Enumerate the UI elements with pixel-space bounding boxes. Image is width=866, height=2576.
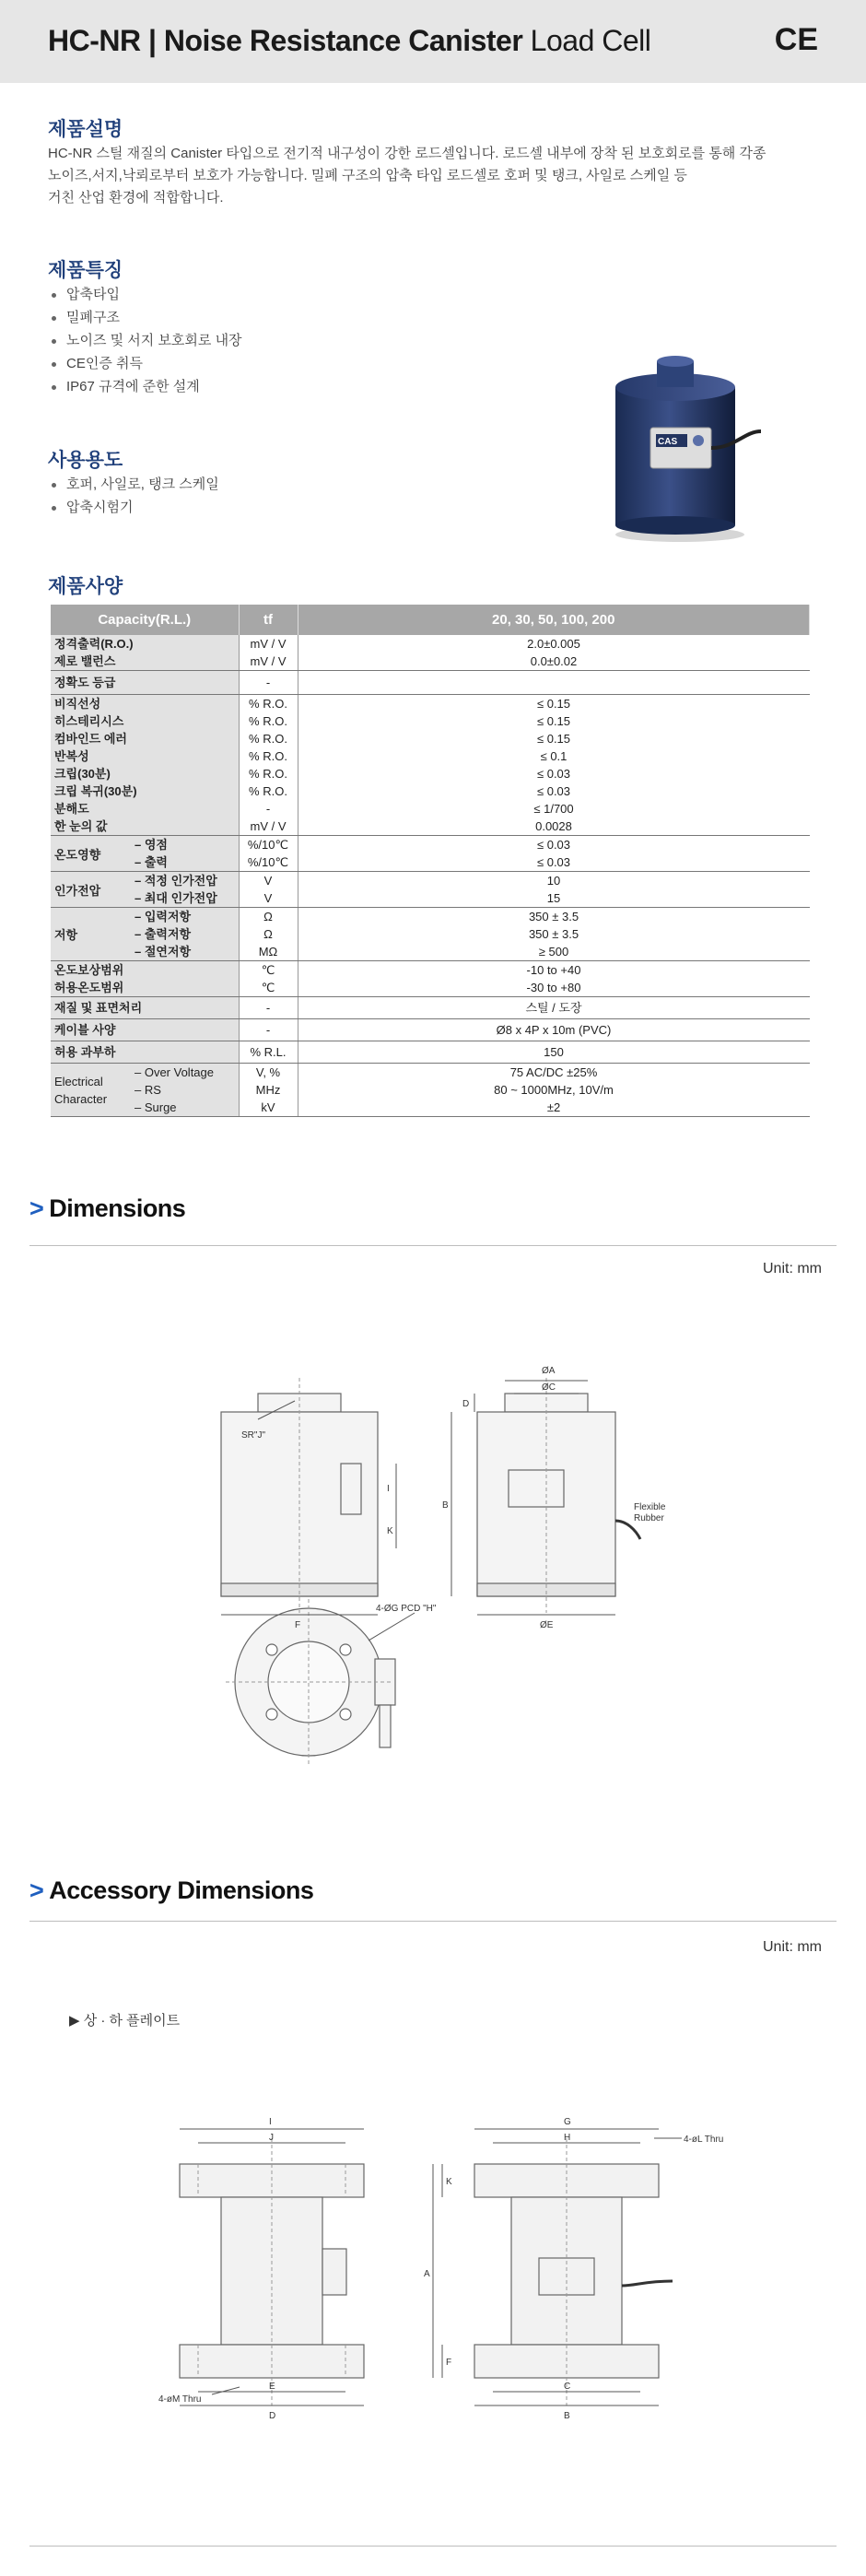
usage-title: 사용용도	[48, 450, 123, 471]
unit-header: tf	[239, 605, 298, 635]
table-row: 정격출력(R.O.) 제로 밸런스 mV / V mV / V 2.0±0.005 0.0±0.02	[51, 635, 810, 671]
acc-label-i: I	[269, 2117, 272, 2127]
dim-label-k: K	[387, 1526, 393, 1536]
acc-label-l-thru: 4-øL Thru	[684, 2135, 724, 2145]
ce-mark: CE	[774, 22, 818, 57]
dim-label-d: D	[462, 1399, 470, 1409]
accessory-divider	[29, 1921, 837, 1922]
specs-title: 제품사양	[48, 576, 123, 597]
capacity-header: Capacity(R.L.)	[51, 605, 239, 635]
table-row: 온도영향 – 영점 – 출력 %/10℃ %/10℃ ≤ 0.03 ≤ 0.03	[51, 836, 810, 872]
dimensions-drawing	[184, 1355, 682, 1788]
acc-label-f: F	[446, 2358, 452, 2368]
table-row: 저항 – 입력저항 – 출력저항 – 절연저항 Ω Ω MΩ 350 ± 3.5 350 ± 3.5 ≥ 500	[51, 908, 810, 961]
list-item: CE인증 취득	[48, 352, 242, 375]
table-row: 허용 과부하 % R.L. 150	[51, 1041, 810, 1064]
acc-label-g: G	[564, 2117, 571, 2127]
dim-label-rubber: Rubber	[634, 1513, 664, 1523]
accessory-unit-note: Unit: mm	[763, 1939, 822, 1955]
table-row: Electrical Character – Over Voltage – RS – Surge V, % MHz kV 75 AC/DC ±25% 80 ~ 1000MHz, 10V/m ±2	[51, 1064, 810, 1117]
acc-label-m-thru: 4-øM Thru	[158, 2394, 202, 2405]
list-item: 호퍼, 사일로, 탱크 스케일	[48, 473, 219, 496]
list-item: 밀폐구조	[48, 306, 242, 329]
table-row: 재질 및 표면처리 - 스틸 / 도장	[51, 997, 810, 1019]
dim-label-i: I	[387, 1484, 390, 1494]
table-row: 인가전압 – 적정 인가전압 – 최대 인가전압 V V 10 15	[51, 872, 810, 908]
dim-label-sr-j: SR"J"	[241, 1430, 265, 1441]
acc-label-j: J	[269, 2133, 274, 2143]
accessory-heading: > Accessory Dimensions	[29, 1876, 314, 1904]
list-item: IP67 규격에 준한 설계	[48, 375, 242, 398]
product-image	[597, 350, 763, 544]
table-row: 온도보상범위 허용온도범위 ℃ ℃ -10 to +40 -30 to +80	[51, 961, 810, 997]
list-item: 노이즈 및 서지 보호회로 내장	[48, 329, 242, 352]
specs-table	[51, 605, 810, 1117]
page-header	[0, 0, 866, 83]
dimensions-divider	[29, 1245, 837, 1246]
table-header-row	[51, 605, 810, 635]
product-title: HC-NR | Noise Resistance Canister Load Cell	[48, 24, 651, 57]
product-brand-label: CAS	[658, 437, 678, 447]
plate-label: ▶ 상 · 하 플레이트	[69, 2013, 181, 2029]
acc-label-k: K	[446, 2177, 452, 2187]
dim-label-f: F	[295, 1620, 301, 1630]
dim-label-c: ØC	[542, 1382, 556, 1393]
list-item: 압축시험기	[48, 496, 219, 519]
footer-divider	[29, 2546, 837, 2547]
acc-label-d: D	[269, 2411, 276, 2421]
values-header: 20, 30, 50, 100, 200	[298, 605, 810, 635]
features-title: 제품특징	[48, 260, 123, 281]
usage-list	[48, 473, 219, 519]
acc-label-e: E	[269, 2382, 275, 2392]
acc-label-a: A	[424, 2269, 430, 2279]
acc-label-b: B	[564, 2411, 570, 2421]
table-row: 비직선성 히스테리시스 컴바인드 에러 반복성 크립(30분) 크립 복귀(30분) 분해도 한 눈의 값 % R.O. % R.O. % R.O. % R.O. % R.O. % R.O. - mV / V ≤ 0.15 ≤ 0.15 ≤ 0.15 ≤ 0.1 ≤ 0.03 ≤ 0.03 ≤ 1/700 0.0028	[51, 695, 810, 836]
description-text: HC-NR 스틸 재질의 Canister 타입으로 전기적 내구성이 강한 로드셀입니다. 로드셀 내부에 장착 된 보호회로를 통해 각종 노이즈,서지,낙뢰로부터 보호가 가능합니다. 밀폐 구조의 압축 타입 로드셀로 호퍼 및 탱크, 사일로 스케일 등 거친 산업 환경에 적합합니다.	[48, 146, 767, 206]
dim-label-pcd: 4-ØG PCD "H"	[376, 1604, 437, 1614]
dim-label-e: ØE	[540, 1620, 554, 1630]
dimensions-unit-note: Unit: mm	[763, 1261, 822, 1276]
table-row: 정확도 등급 -	[51, 671, 810, 695]
description-title: 제품설명	[48, 119, 123, 140]
dim-label-a: ØA	[542, 1366, 556, 1376]
table-row: 케이블 사양 - Ø8 x 4P x 10m (PVC)	[51, 1019, 810, 1041]
features-list	[48, 283, 242, 398]
list-item: 압축타입	[48, 283, 242, 306]
dim-label-flexible: Flexible	[634, 1502, 666, 1512]
acc-label-c: C	[564, 2382, 571, 2392]
dim-label-b: B	[442, 1500, 449, 1511]
dimensions-heading: > Dimensions	[29, 1194, 186, 1222]
accessory-drawing	[157, 2101, 728, 2433]
acc-label-h: H	[564, 2133, 571, 2143]
